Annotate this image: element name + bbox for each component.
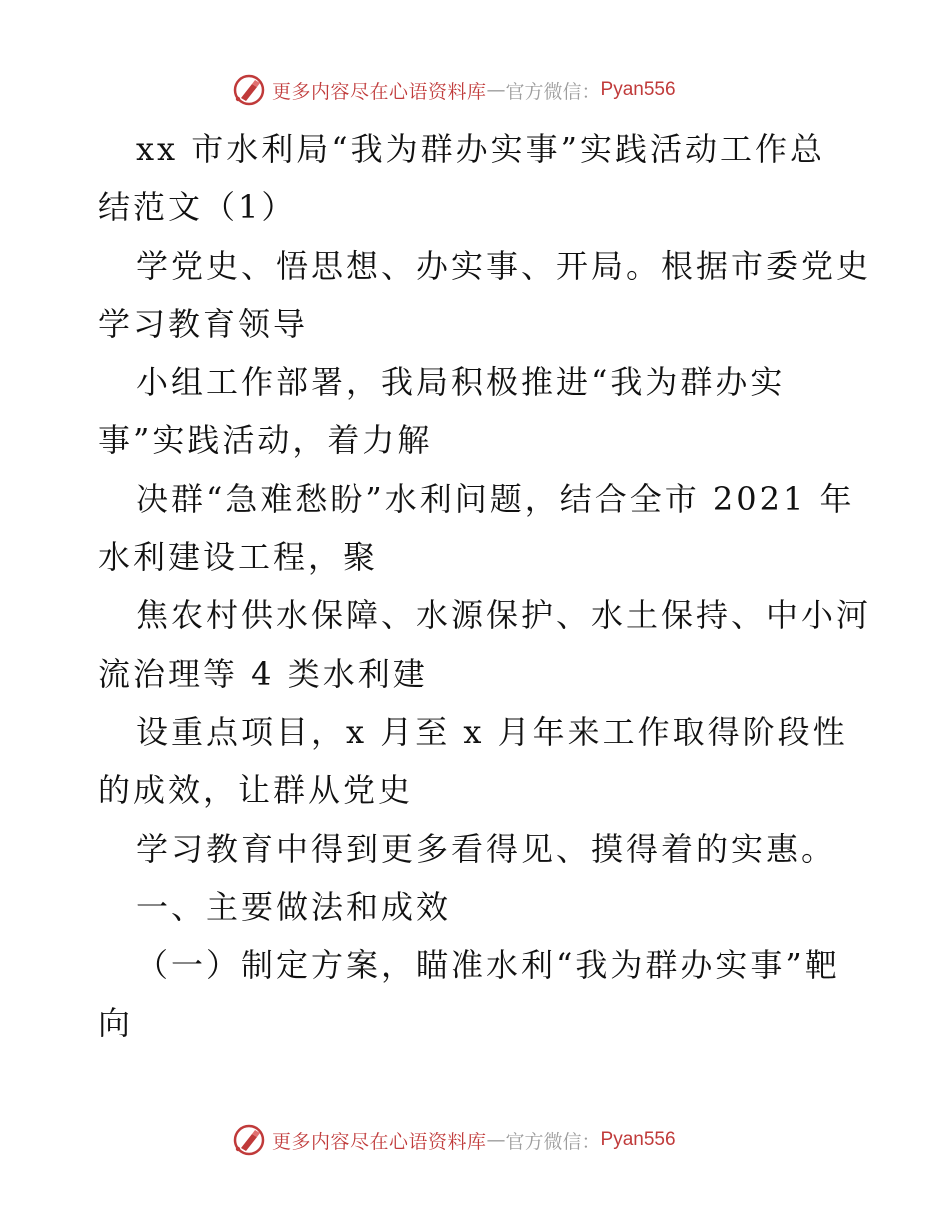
paragraph-line: 学习教育领导 (98, 304, 309, 343)
subsection-heading-line-1: （一）制定方案，瞄准水利“我为群办实事”靶 (136, 946, 840, 985)
paragraph-line: 学习教育中得到更多看得见、摸得着的实惠。 (136, 829, 837, 868)
watermark-dash: — (486, 1129, 506, 1151)
paragraph-line: 设重点项目，x 月至 x 月年来工作取得阶段性 (136, 712, 848, 751)
watermark-wechat-id: Pyan556 (600, 79, 676, 100)
paragraph-line: 的成效，让群从党史 (98, 771, 414, 810)
watermark-text: 更多内容尽在心语资料库 (272, 80, 487, 103)
watermark-banner-top (232, 72, 732, 108)
paragraph-line: 焦农村供水保障、水源保护、水土保持、中小河 (136, 596, 872, 635)
paragraph-line: 学党史、悟思想、办实事、开局。根据市委党史 (136, 246, 872, 285)
watermark-text: 更多内容尽在心语资料库 (272, 1130, 487, 1153)
title-line-1: xx 市水利局“我为群办实事”实践活动工作总 (136, 130, 825, 168)
watermark-wechat-label: 官方微信： (505, 1130, 601, 1153)
watermark-wechat-label: 官方微信： (505, 80, 601, 103)
pen-nib-icon (232, 73, 266, 107)
paragraph-line: 事”实践活动，着力解 (98, 421, 433, 460)
watermark-dash: — (486, 79, 506, 101)
subsection-heading-line-2: 向 (98, 1004, 134, 1043)
watermark-banner-bottom (232, 1122, 732, 1158)
section-heading: 一、主要做法和成效 (136, 887, 452, 926)
pen-nib-icon (232, 1123, 266, 1157)
paragraph-line: 水利建设工程，聚 (98, 538, 379, 577)
watermark-wechat-id: Pyan556 (600, 1129, 676, 1150)
paragraph-line: 决群“急难愁盼”水利问题，结合全市 2021 年 (136, 479, 855, 518)
paragraph-line: 流治理等 4 类水利建 (98, 654, 428, 693)
paragraph-line: 小组工作部署，我局积极推进“我为群办实 (136, 363, 786, 402)
document-body (98, 120, 872, 1053)
title-line-2: 结范文（1） (98, 188, 297, 227)
